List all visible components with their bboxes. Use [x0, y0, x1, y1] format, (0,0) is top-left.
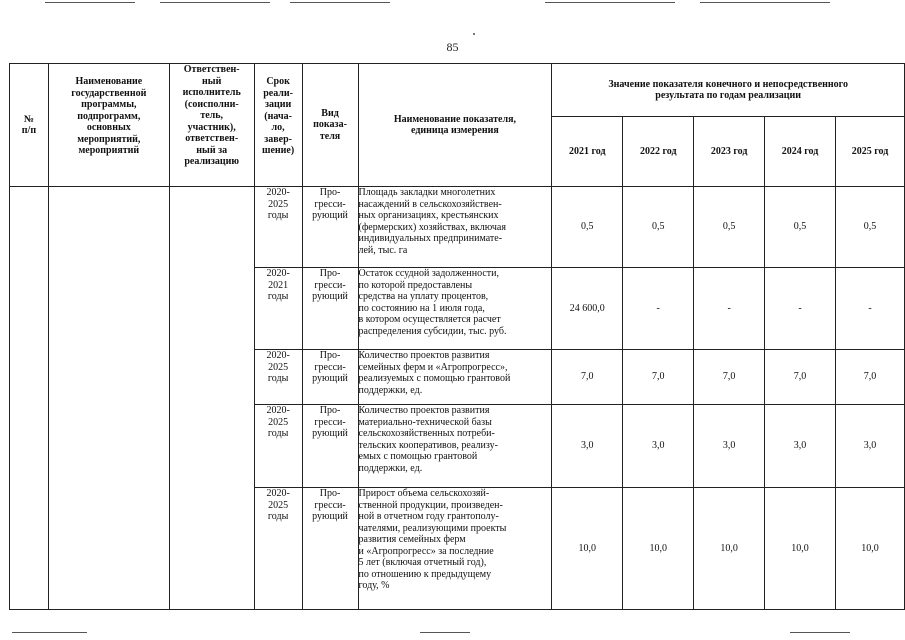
cell-indicator-kind: Про- гресси- рующий: [302, 350, 358, 405]
cell-value-2022: 7,0: [623, 350, 694, 405]
cell-term: 2020- 2025 годы: [254, 350, 302, 405]
cell-value-2024: 7,0: [765, 350, 836, 405]
header-indicator-name: Наименование показателя, единица измерения: [358, 64, 552, 187]
header-indicator-kind: Вид показа- теля: [302, 64, 358, 187]
cell-value-2025: 7,0: [835, 350, 904, 405]
cell-value-2023: 3,0: [694, 405, 765, 488]
cell-indicator-kind: Про- гресси- рующий: [302, 488, 358, 610]
cell-term: 2020- 2025 годы: [254, 488, 302, 610]
cell-value-2022: 10,0: [623, 488, 694, 610]
cell-value-2021: 24 600,0: [552, 268, 623, 350]
cell-value-2025: 0,5: [835, 187, 904, 268]
cell-value-2025: 3,0: [835, 405, 904, 488]
cell-value-2025: 10,0: [835, 488, 904, 610]
cell-value-2024: 10,0: [765, 488, 836, 610]
cell-indicator-name: Прирост объема сельскохозяй- ственной продукции, произведен- ной в отчетном году грантополу- чателями, реализующими проекты развития семейных ферм и «Агропрогресс» за последние 5 лет (включая отчетный год), по отношению к предыдущему году, %: [358, 488, 552, 610]
cell-indicator-name: Количество проектов развития материально-технической базы сельскохозяйственных потреби- тельских кооперативов, реализу- емых с помощью грантовой поддержки, ед.: [358, 405, 552, 488]
cell-value-2021: 10,0: [552, 488, 623, 610]
header-executor: Ответствен- ный исполнитель (соисполни- тель, участник), ответствен- ный за реализацию: [169, 64, 254, 187]
cell-value-2023: 0,5: [694, 187, 765, 268]
cell-term: 2020- 2021 годы: [254, 268, 302, 350]
cell-value-2024: -: [765, 268, 836, 350]
scan-mark-bottom-1: [12, 632, 87, 633]
indicator-table: [9, 63, 905, 610]
table-row: [10, 187, 905, 268]
header-term: Срок реали- зации (нача- ло, завер- шение): [254, 64, 302, 187]
header-values-by-year: Значение показателя конечного и непосредственного результата по годам реализации: [552, 64, 905, 117]
cell-number-empty: [10, 187, 49, 610]
scan-mark-top-4: [545, 2, 675, 3]
header-number: № п/п: [10, 64, 49, 187]
cell-value-2021: 3,0: [552, 405, 623, 488]
cell-indicator-name: Остаток ссудной задолженности, по которой предоставлены средства на уплату процентов, по состоянию на 1 июля года, в котором осуществляется расчет распределения субсидии, тыс. руб.: [358, 268, 552, 350]
cell-term: 2020- 2025 годы: [254, 405, 302, 488]
cell-term: 2020- 2025 годы: [254, 187, 302, 268]
cell-value-2022: 3,0: [623, 405, 694, 488]
cell-value-2022: -: [623, 268, 694, 350]
cell-program-empty: [48, 187, 169, 610]
cell-indicator-kind: Про- гресси- рующий: [302, 405, 358, 488]
cell-value-2024: 3,0: [765, 405, 836, 488]
header-year-2024: 2024 год: [765, 117, 836, 187]
header-year-2025: 2025 год: [835, 117, 904, 187]
page-number: 85: [446, 40, 459, 54]
scan-mark-top-5: [700, 2, 830, 3]
header-year-2023: 2023 год: [694, 117, 765, 187]
scan-mark-top-3: [290, 2, 390, 3]
cell-indicator-kind: Про- гресси- рующий: [302, 187, 358, 268]
cell-value-2022: 0,5: [623, 187, 694, 268]
cell-value-2025: -: [835, 268, 904, 350]
cell-indicator-name: Количество проектов развития семейных ферм и «Агропрогресс», реализуемых с помощью грантовой поддержки, ед.: [358, 350, 552, 405]
scan-mark-bottom-2: [420, 632, 470, 633]
scan-mark-bottom-3: [790, 632, 850, 633]
cell-value-2024: 0,5: [765, 187, 836, 268]
header-year-2022: 2022 год: [623, 117, 694, 187]
cell-value-2023: -: [694, 268, 765, 350]
cell-indicator-kind: Про- гресси- рующий: [302, 268, 358, 350]
cell-value-2021: 0,5: [552, 187, 623, 268]
cell-indicator-name: Площадь закладки многолетних насаждений в сельскохозяйствен- ных организациях, крестьянских (фермерских) хозяйствах, включая индивидуальных предпринимате- лей, тыс. га: [358, 187, 552, 268]
header-year-2021: 2021 год: [552, 117, 623, 187]
cell-executor-empty: [169, 187, 254, 610]
header-program-name: Наименование государственной программы, подпрограмм, основных мероприятий, мероприятий: [48, 64, 169, 187]
cell-value-2021: 7,0: [552, 350, 623, 405]
scan-speck: [473, 33, 475, 35]
scan-mark-top-2: [160, 2, 270, 3]
cell-value-2023: 10,0: [694, 488, 765, 610]
cell-value-2023: 7,0: [694, 350, 765, 405]
scan-mark-top-1: [45, 2, 135, 3]
